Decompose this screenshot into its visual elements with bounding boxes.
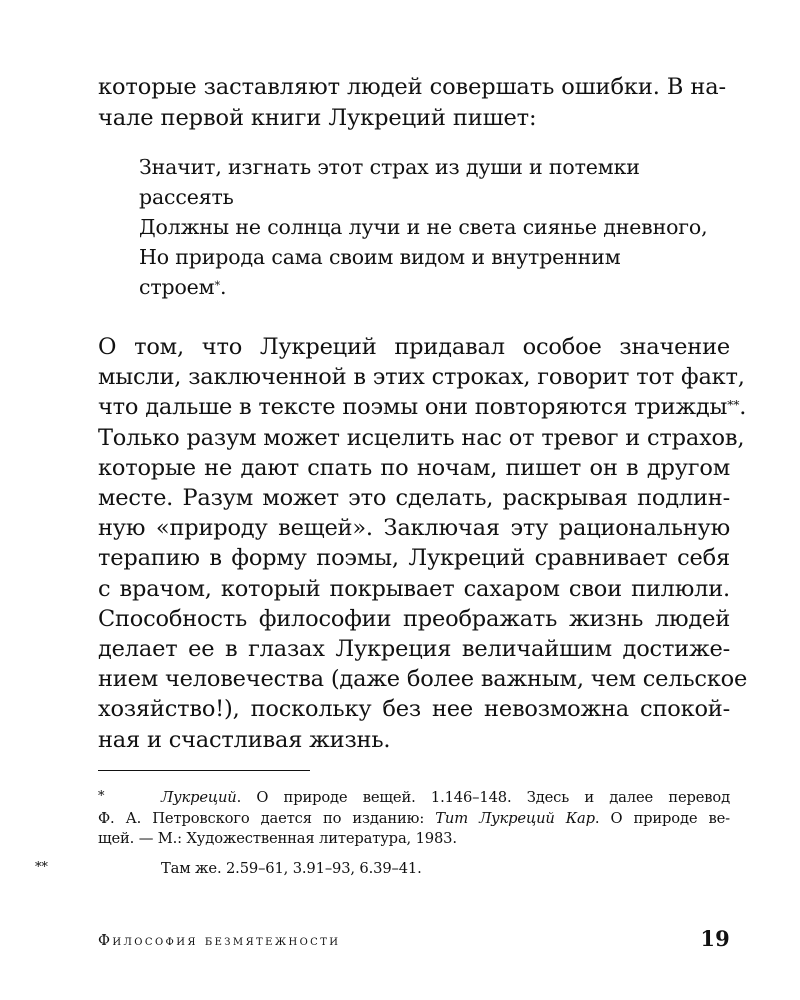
footnotes (35, 788, 730, 879)
footnote-2 (35, 859, 730, 880)
footnote-separator (98, 770, 310, 771)
footnote-2-text: Там же. 2.59–61, 3.91–93, 6.39–41. (161, 859, 422, 877)
quote-line-3: Должны не солнца лучи и не света сиянье дневного, (139, 215, 708, 239)
quote-last-word: строем (139, 275, 215, 299)
page-footer (98, 926, 730, 955)
footnote-1-mark: * (98, 789, 105, 804)
paragraph-line-12: нием человечества (даже более важным, чем сельское (98, 666, 748, 693)
paragraph-line-10: Способность философии преображать жизнь людей (98, 605, 730, 632)
paragraph-line-1: О том, что Лукреций придавал особое значение (98, 334, 730, 360)
quote-line-4: Но природа сама своим видом и внутренним (139, 245, 621, 269)
paragraph-line-3-end: . (739, 394, 747, 421)
footnote-1-line-3: щей. — М.: Художественная литература, 1983. (98, 830, 457, 848)
intro-line-2: чале первой книги Лукреций пишет: (98, 105, 537, 131)
main-paragraph (98, 332, 748, 755)
paragraph-line-4: Только разум может исцелить нас от тревог и страхов, (98, 424, 745, 451)
page-number: 19 (700, 926, 730, 951)
footnote-1-line-2-title: Тит Лукреций Кар (435, 809, 595, 827)
footnote-2-mark: ** (35, 859, 48, 875)
footnote-1-line-2-prefix: Ф. А. Петровского дается по изданию: (98, 809, 436, 827)
quote-line-1: Значит, изгнать этот страх из души и потемки (139, 155, 640, 179)
quote-line-2: рассеять (139, 185, 234, 209)
paragraph-line-14: ная и счастливая жизнь. (98, 726, 391, 753)
quote-line-5 (139, 272, 739, 302)
footnote-1-line-1-rest: . О природе вещей. 1.146–148. Здесь и далее перевод (236, 789, 730, 806)
intro-line-1: которые заставляют людей совершать ошибки. В на- (98, 74, 727, 100)
paragraph-line-11: делает ее в глазах Лукреция величайшим достиже- (98, 636, 730, 663)
paragraph-line-3 (98, 392, 747, 422)
paragraph-line-9: с врачом, который покрывает сахаром свои пилюли. (98, 575, 730, 602)
paragraph-line-2: мысли, заключенной в этих строках, говорит тот факт, (98, 364, 745, 391)
footnote-1-line-2-suffix: . О природе ве- (594, 809, 730, 827)
footnote-1-line-2 (98, 809, 730, 830)
footnote-1 (98, 788, 730, 850)
paragraph-line-8: терапию в форму поэмы, Лукреций сравнивает себя (98, 545, 730, 572)
paragraph-line-5: которые не дают спать по ночам, пишет он в другом (98, 454, 730, 481)
poem-quote (139, 152, 739, 302)
footnote-1-author: Лукреций (161, 789, 237, 806)
book-page (35, 72, 748, 962)
paragraph-line-13: хозяйство!), поскольку без нее невозможна спокой- (98, 696, 730, 723)
paragraph-line-6: месте. Разум может это сделать, раскрывая подлин- (98, 485, 730, 512)
quote-end-punctuation: . (219, 275, 227, 299)
paragraph-line-7: ную «природу вещей». Заключая эту рациональную (98, 515, 730, 542)
footnote-1-line-1 (98, 788, 730, 809)
paragraph-line-3-text: что дальше в тексте поэмы они повторяются трижды (98, 394, 728, 421)
footnote-ref-2: ** (727, 397, 740, 412)
footnote-ref-1: * (214, 278, 220, 292)
running-title: Философия безмятежности (98, 933, 341, 949)
